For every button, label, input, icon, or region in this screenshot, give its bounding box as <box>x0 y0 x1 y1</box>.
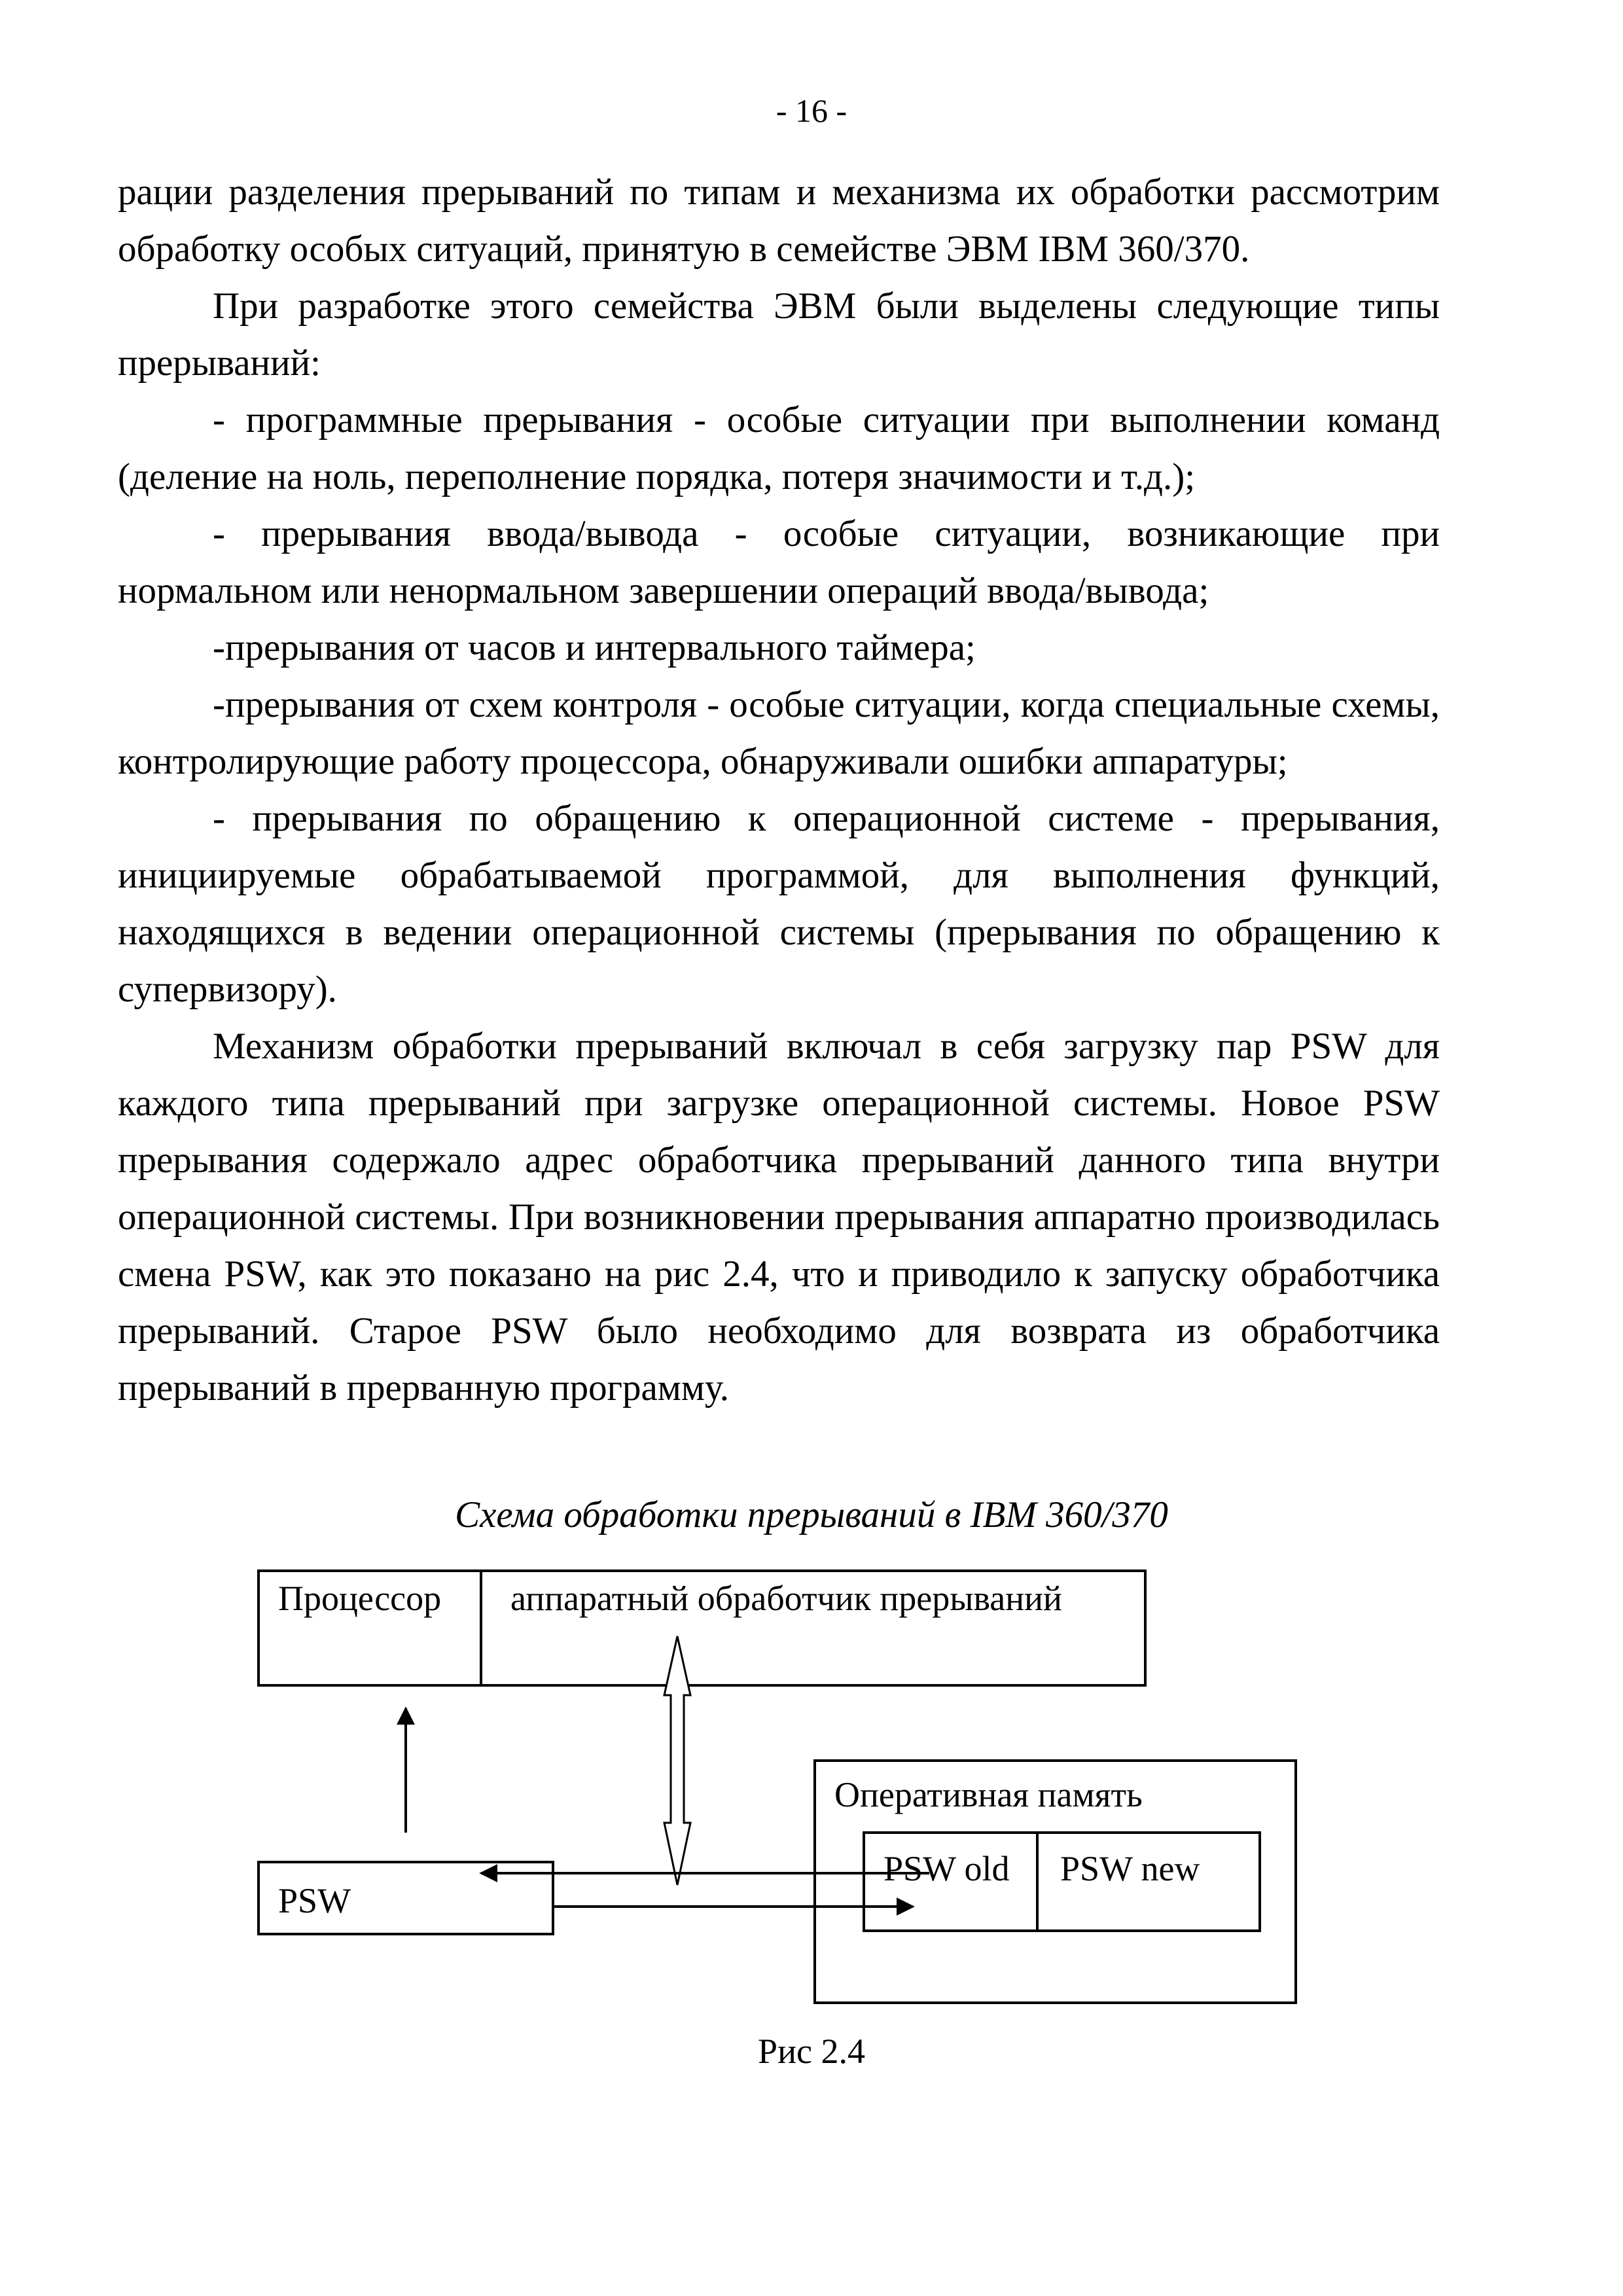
figure-caption: Схема обработки прерываний в IBM 360/370 <box>455 1494 1168 1535</box>
memory-label: Оперативная память <box>834 1775 1143 1814</box>
paragraph-4: - прерывания ввода/вывода - особые ситуации, возникающие при нормальном или ненормальном завершении операций ввода/вывода; <box>118 513 1440 611</box>
psw-label: PSW <box>278 1881 351 1920</box>
paragraph-7: - прерывания по обращению к операционной системе - прерывания, инициируемые обрабатываемой программой, для выполнения функций, находящихся в ведении операционной системы (прерывания по обращению к супервизору). <box>118 798 1440 1010</box>
paragraph-2: При разработке этого семейства ЭВМ были выделены следующие типы прерываний: <box>118 285 1440 384</box>
paragraph-3: - программные прерывания - особые ситуации при выполнении команд (деление на ноль, переполнение порядка, потеря значимости и т.д.); <box>118 399 1440 497</box>
paragraph-5: -прерывания от часов и интервального таймера; <box>213 627 976 668</box>
handler-label: аппаратный обработчик прерываний <box>510 1579 1062 1618</box>
processor-label: Процессор <box>278 1579 442 1618</box>
paragraph-8: Механизм обработки прерываний включал в себя загрузку пар PSW для каждого типа прерываний при загрузке операционной системы. Новое PSW прерывания содержало адрес обработчика прерываний данного типа внутри операционной системы. При возникновении прерывания аппаратно производилась смена PSW, как это показано на рис 2.4, что и приводило к запуску обработчика прерываний. Старое PSW было необходимо для возврата из обработчика прерываний в прерванную программу. <box>118 1026 1440 1408</box>
figure-number: Рис 2.4 <box>758 2032 865 2071</box>
paragraph-1: рации разделения прерываний по типам и механизма их обработки рассмотрим обработку особых ситуаций, принятую в семействе ЭВМ IBM 360/370. <box>118 171 1440 270</box>
page-number: - 16 - <box>776 92 847 129</box>
psw-old-label: PSW old <box>883 1849 1010 1888</box>
bus-double-arrow <box>664 1636 690 1885</box>
paragraph-6: -прерывания от схем контроля - особые ситуации, когда специальные схемы, контролирующие работу процессора, обнаруживали ошибки аппаратуры; <box>118 684 1440 782</box>
psw-new-label: PSW new <box>1060 1849 1200 1888</box>
